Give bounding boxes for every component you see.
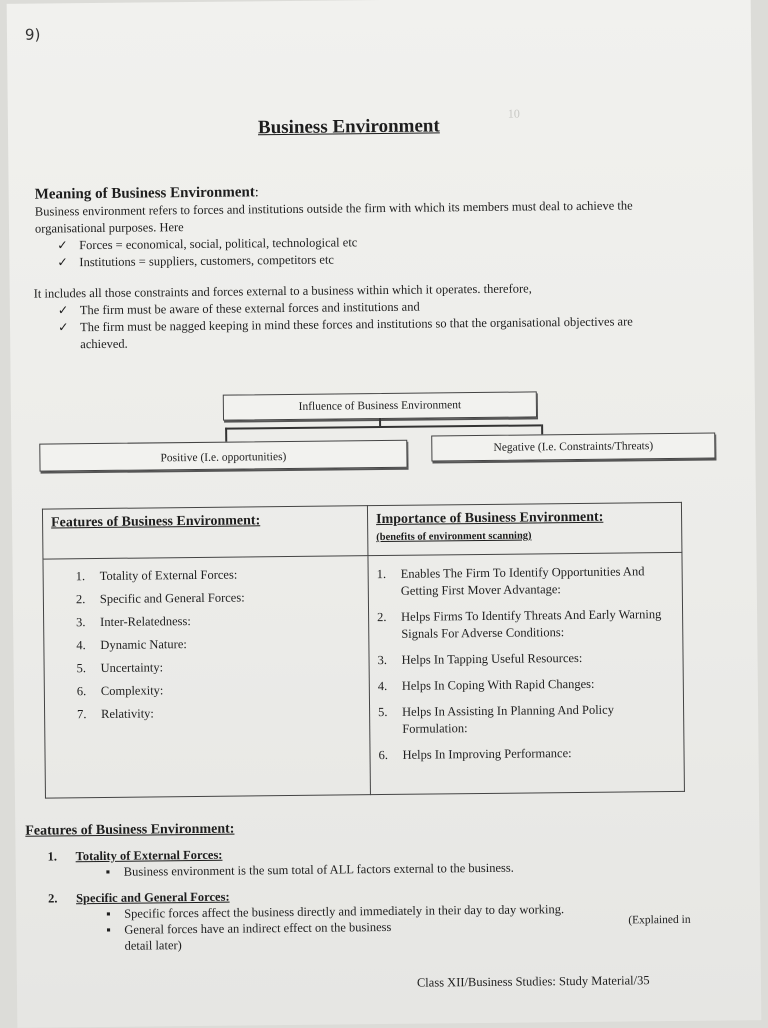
tick-item: ✓ The firm must be nagged keeping in mind these forces and institutions so that the organisational objectives are bbox=[57, 314, 633, 335]
feature-item-1 bbox=[48, 842, 728, 880]
importance-list bbox=[368, 553, 683, 764]
diagram-connector bbox=[225, 424, 541, 429]
features-list bbox=[43, 556, 369, 722]
list-item: 2. Helps Firms To Identify Threats And Early Warning Signals For Adverse Conditions: bbox=[377, 607, 662, 641]
page-title: Business Environment bbox=[257, 115, 440, 139]
diagram-negative-box: Negative (I.e. Constraints/Threats) bbox=[431, 433, 715, 462]
importance-header-cell bbox=[367, 502, 682, 555]
faint-mark: 10 bbox=[507, 106, 520, 121]
diagram-connector bbox=[225, 428, 227, 442]
bullet-item: ▪ General forces have an indirect effect on the business (Explained in bbox=[106, 913, 691, 937]
diagram-connector bbox=[379, 418, 381, 426]
features-importance-table bbox=[42, 502, 685, 799]
list-item: 1. Enables The Firm To Identify Opportunities And Getting First Mover Advantage: bbox=[376, 564, 645, 598]
note-text: (Explained in bbox=[628, 913, 691, 927]
checkmark-icon: ✓ bbox=[57, 303, 69, 318]
list-item: 3. Helps In Tapping Useful Resources: bbox=[377, 650, 583, 668]
bullet-icon: ▪ bbox=[106, 906, 111, 921]
table-header-row bbox=[42, 502, 681, 559]
checkmark-icon: ✓ bbox=[57, 238, 68, 253]
diagram-positive-box: Positive (I.e. opportunities) bbox=[39, 440, 407, 472]
list-item: 3. Inter-Relatedness: bbox=[76, 614, 191, 630]
bullet-icon: ▪ bbox=[105, 864, 111, 879]
importance-subheading: (benefits of environment scanning) bbox=[376, 530, 532, 544]
feature-item-title: 1. Totality of External Forces: bbox=[47, 847, 223, 864]
constraints-tick-list bbox=[34, 295, 744, 353]
list-item: 4. Helps In Coping With Rapid Changes: bbox=[377, 676, 595, 694]
diagram-root-box: Influence of Business Environment bbox=[223, 391, 537, 420]
tick-item: ✓ Institutions = suppliers, customers, competitors etc bbox=[57, 252, 335, 270]
features-column-heading: Features of Business Environment: bbox=[51, 513, 261, 531]
list-item: 5. Helps In Assisting In Planning And Policy Formulation: bbox=[378, 702, 614, 736]
page-number: 9) bbox=[24, 25, 41, 44]
features-list-cell bbox=[43, 556, 370, 798]
tick-item: ✓ The firm must be aware of these external forces and institutions and bbox=[57, 299, 420, 318]
document-page bbox=[7, 0, 762, 1028]
tick-item: ✓ Forces = economical, social, political, technological etc bbox=[57, 235, 358, 253]
constraints-continuation: achieved. bbox=[80, 336, 128, 352]
meaning-section bbox=[35, 178, 736, 271]
features-header-cell bbox=[42, 506, 368, 559]
bullet-continuation: detail later) bbox=[124, 938, 182, 953]
table-body-row bbox=[43, 552, 684, 798]
checkmark-icon: ✓ bbox=[57, 255, 68, 270]
section-heading: Features of Business Environment: bbox=[25, 821, 235, 839]
constraints-line: It includes all those constraints and forces external to a business within which it operates. therefore, bbox=[33, 281, 532, 301]
bullet-item: ▪ Specific forces affect the business directly and immediately in their day to day working. bbox=[106, 902, 565, 921]
meaning-line-2: organisational purposes. Here bbox=[34, 220, 184, 236]
constraints-section bbox=[34, 278, 745, 353]
checkmark-icon: ✓ bbox=[57, 320, 69, 335]
list-item: 6. Helps In Improving Performance: bbox=[378, 746, 572, 763]
bullet-icon: ▪ bbox=[106, 922, 111, 937]
list-item: 2. Specific and General Forces: bbox=[75, 590, 245, 607]
importance-list-cell bbox=[368, 552, 684, 794]
list-item: 4. Dynamic Nature: bbox=[76, 637, 187, 653]
meaning-line-1: Business environment refers to forces and institutions outside the firm with which its members must deal to achieve the bbox=[34, 198, 633, 219]
meaning-tick-list bbox=[35, 230, 735, 271]
page-footer: Class XII/Business Studies: Study Material/35 bbox=[416, 973, 650, 990]
meaning-heading: Meaning of Business Environment: bbox=[34, 184, 259, 203]
feature-item-title: 2. Specific and General Forces: bbox=[47, 889, 230, 906]
importance-column-heading: Importance of Business Environment: bbox=[376, 509, 604, 528]
list-item: 5. Uncertainty: bbox=[76, 660, 164, 676]
bullet-item: ▪ Business environment is the sum total of ALL factors external to the business. bbox=[105, 860, 514, 879]
list-item: 7. Relativity: bbox=[77, 706, 154, 722]
list-item: 6. Complexity: bbox=[76, 683, 164, 699]
list-item: 1. Totality of External Forces: bbox=[75, 567, 238, 584]
diagram-connector bbox=[541, 424, 543, 434]
feature-item-2 bbox=[48, 884, 729, 954]
